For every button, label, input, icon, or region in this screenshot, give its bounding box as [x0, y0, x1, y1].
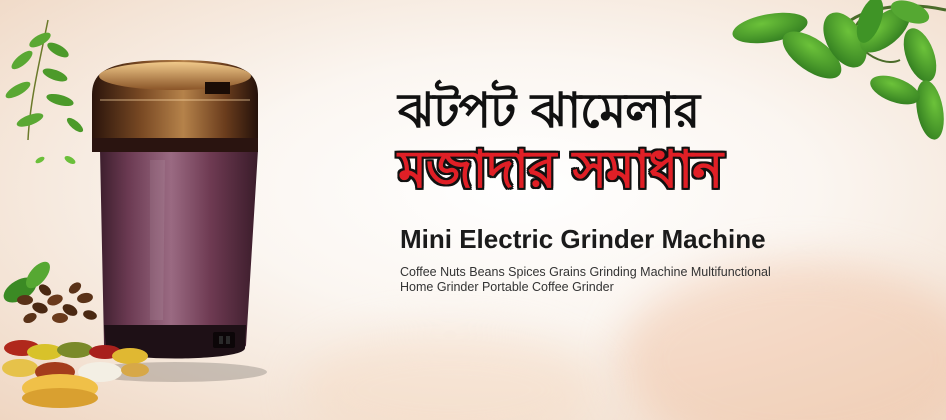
- spice-bowls-illustration: [2, 340, 149, 408]
- leaf-sprig-left: [3, 20, 85, 166]
- product-title: Mini Electric Grinder Machine: [400, 224, 766, 254]
- leaf-cluster-right: [730, 0, 946, 142]
- headline-line2: মজাদার সমাধান: [398, 140, 723, 200]
- grinder-illustration: [92, 60, 258, 359]
- product-description: Coffee Nuts Beans Spices Grains Grinding Machine Multifunctional Home Grinder Portable Coffee Grinder: [400, 265, 771, 294]
- coffee-beans-illustration: [0, 258, 98, 325]
- headline-line1: ঝটপট ঝামেলার: [398, 83, 700, 139]
